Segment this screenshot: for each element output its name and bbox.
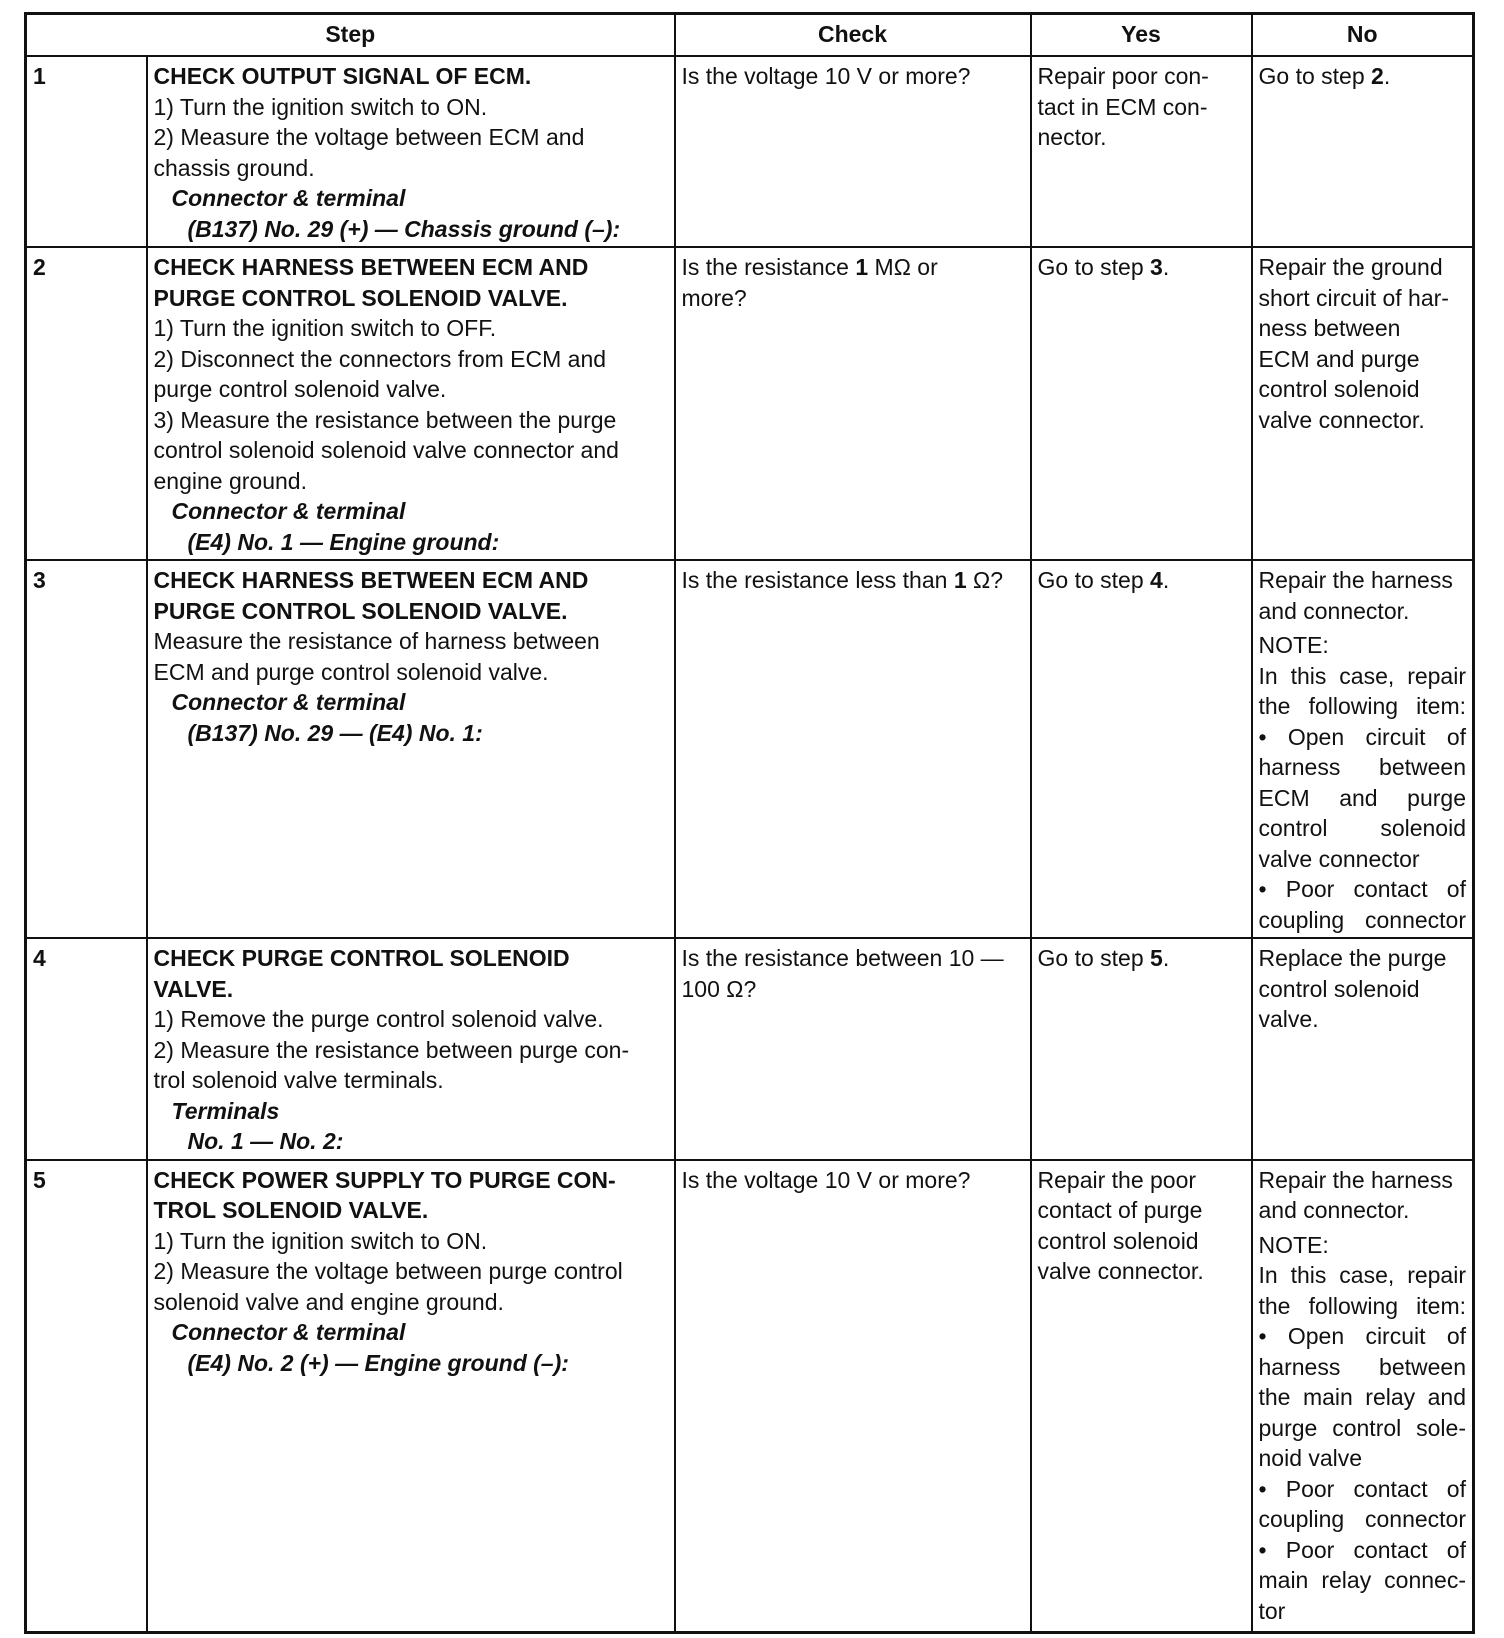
no-text: valve. xyxy=(1258,1006,1319,1032)
no-text: valve connector. xyxy=(1258,406,1425,433)
step-title: PURGE CONTROL SOLENOID VALVE. xyxy=(153,597,568,624)
no-text: control solenoid xyxy=(1258,975,1420,1002)
connector-value: (B137) No. 29 — (E4) No. 1: xyxy=(187,719,483,746)
yes-step-ref: 3 xyxy=(1150,254,1163,280)
step-number: 3 xyxy=(26,560,147,938)
connector-value: No. 1 — No. 2: xyxy=(187,1128,344,1154)
step-cell xyxy=(147,560,675,938)
no-text: noid valve xyxy=(1258,1445,1363,1471)
step-line: chassis ground. xyxy=(153,154,315,181)
check-cell xyxy=(675,560,1031,938)
connector-label: Connector & terminal xyxy=(171,185,406,211)
table-row xyxy=(26,1160,1474,1633)
no-text: In this case, repair xyxy=(1258,1262,1466,1288)
step-title: TROL SOLENOID VALVE. xyxy=(153,1197,429,1223)
connector-value: (E4) No. 1 — Engine ground: xyxy=(187,528,500,555)
yes-text xyxy=(1038,252,1245,283)
no-text-prefix: Go to step xyxy=(1258,63,1372,89)
check-text xyxy=(682,565,1024,596)
yes-text-prefix: Go to step xyxy=(1037,567,1151,593)
connector-value: (E4) No. 2 (+) — Engine ground (–): xyxy=(187,1349,569,1376)
header-row xyxy=(26,14,1474,57)
no-cell xyxy=(1252,560,1474,938)
header-step: Step xyxy=(26,14,675,57)
yes-text: valve connector. xyxy=(1037,1258,1204,1284)
step-number: 1 xyxy=(26,56,147,247)
no-text: the main relay and xyxy=(1258,1384,1466,1410)
no-text: Replace the purge xyxy=(1258,945,1447,971)
no-text: the following item: xyxy=(1258,693,1466,719)
check-text: Is the resistance between 10 — xyxy=(681,945,1004,971)
step-cell xyxy=(147,56,675,247)
no-text: coupling connector xyxy=(1258,1506,1466,1532)
diagnostic-table xyxy=(24,12,1475,1634)
no-text: • Open circuit of xyxy=(1258,723,1466,750)
step-line: ECM and purge control solenoid valve. xyxy=(153,658,549,685)
no-text: control solenoid xyxy=(1258,815,1466,841)
no-cell xyxy=(1252,56,1474,247)
check-value: 1 xyxy=(953,567,967,593)
no-text: and connector. xyxy=(1258,597,1410,624)
no-text: harness between xyxy=(1258,1353,1466,1380)
check-text-prefix: Is the resistance less than xyxy=(681,567,954,593)
check-text-suffix: Ω? xyxy=(966,567,1003,593)
no-text: • Poor contact of xyxy=(1258,876,1466,902)
step-line: 1) Turn the ignition switch to ON. xyxy=(153,1227,488,1254)
connector-label: Connector & terminal xyxy=(171,689,406,715)
yes-cell xyxy=(1031,1160,1252,1633)
step-title: CHECK PURGE CONTROL SOLENOID xyxy=(153,945,570,971)
step-cell xyxy=(147,1160,675,1633)
no-text: In this case, repair xyxy=(1258,662,1466,689)
step-line: solenoid valve and engine ground. xyxy=(153,1288,504,1315)
step-number: 5 xyxy=(26,1160,147,1633)
no-cell xyxy=(1252,1160,1474,1633)
step-line: 2) Measure the voltage between purge control xyxy=(153,1258,623,1284)
step-cell xyxy=(147,247,675,560)
yes-text-suffix: . xyxy=(1162,254,1170,280)
step-title: CHECK OUTPUT SIGNAL OF ECM. xyxy=(153,63,532,89)
yes-text: nector. xyxy=(1037,124,1107,150)
table-row xyxy=(26,560,1474,938)
step-line: 1) Turn the ignition switch to ON. xyxy=(153,93,488,120)
no-text: the following item: xyxy=(1258,1292,1466,1319)
no-text: harness between xyxy=(1258,754,1466,780)
step-line: 1) Turn the ignition switch to OFF. xyxy=(153,315,497,341)
no-text: Repair the harness xyxy=(1258,1166,1453,1193)
no-text: tor xyxy=(1258,1597,1286,1624)
yes-cell xyxy=(1031,938,1252,1160)
yes-cell xyxy=(1031,56,1252,247)
connector-label: Connector & terminal xyxy=(171,498,406,524)
table-row xyxy=(26,56,1474,247)
no-text: coupling connector xyxy=(1258,906,1466,933)
step-number: 4 xyxy=(26,938,147,1160)
check-value: 1 xyxy=(855,254,869,280)
note-label: NOTE: xyxy=(1258,632,1329,658)
yes-text-prefix: Go to step xyxy=(1037,254,1151,280)
no-step-ref: 2 xyxy=(1371,63,1384,89)
step-title: PURGE CONTROL SOLENOID VALVE. xyxy=(153,284,568,311)
yes-text-prefix: Go to step xyxy=(1037,945,1151,971)
connector-label: Connector & terminal xyxy=(171,1319,406,1345)
table-row xyxy=(26,938,1474,1160)
check-cell xyxy=(675,938,1031,1160)
no-text-suffix: . xyxy=(1383,63,1391,89)
no-text: ECM and purge xyxy=(1258,345,1420,372)
yes-cell xyxy=(1031,247,1252,560)
step-line: 3) Measure the resistance between the purge xyxy=(153,406,617,433)
no-text xyxy=(1259,61,1467,92)
yes-text: Repair poor con- xyxy=(1037,63,1209,89)
no-text: ECM and purge xyxy=(1258,784,1466,811)
yes-step-ref: 4 xyxy=(1150,567,1163,593)
table-row xyxy=(26,247,1474,560)
yes-step-ref: 5 xyxy=(1150,945,1163,971)
step-line: control solenoid solenoid valve connector and xyxy=(153,437,619,463)
connector-value: (B137) No. 29 (+) — Chassis ground (–): xyxy=(187,215,621,242)
step-line: purge control solenoid valve. xyxy=(153,376,447,402)
step-title: CHECK HARNESS BETWEEN ECM AND xyxy=(153,254,589,280)
check-cell xyxy=(675,247,1031,560)
step-title: CHECK POWER SUPPLY TO PURGE CON- xyxy=(153,1166,616,1193)
no-text: and connector. xyxy=(1258,1197,1410,1223)
step-title: VALVE. xyxy=(153,975,234,1002)
yes-text-suffix: . xyxy=(1162,567,1170,593)
check-text: more? xyxy=(681,284,747,311)
step-line: 2) Measure the resistance between purge con- xyxy=(153,1036,630,1063)
header-no: No xyxy=(1252,14,1474,57)
no-cell xyxy=(1252,938,1474,1160)
check-text: 100 Ω? xyxy=(681,975,757,1002)
check-cell xyxy=(675,56,1031,247)
step-line: trol solenoid valve terminals. xyxy=(153,1067,444,1093)
yes-text: control solenoid xyxy=(1037,1227,1199,1254)
step-title: CHECK HARNESS BETWEEN ECM AND xyxy=(153,567,589,593)
no-text: short circuit of har- xyxy=(1258,284,1449,311)
step-line: 1) Remove the purge control solenoid valve. xyxy=(153,1006,604,1032)
no-text: • Poor contact of xyxy=(1258,1475,1466,1502)
no-text: main relay connec- xyxy=(1258,1567,1466,1593)
step-line: Measure the resistance of harness between xyxy=(153,628,600,654)
yes-text xyxy=(1038,565,1245,596)
yes-text: Repair the poor xyxy=(1037,1166,1197,1193)
check-text: Is the voltage 10 V or more? xyxy=(681,1166,971,1193)
header-yes: Yes xyxy=(1031,14,1252,57)
step-line: 2) Measure the voltage between ECM and xyxy=(153,124,585,150)
no-cell xyxy=(1252,247,1474,560)
no-text: Repair the ground xyxy=(1258,254,1443,280)
check-text-prefix: Is the resistance xyxy=(681,254,856,280)
check-text-suffix: MΩ or xyxy=(868,254,938,280)
step-cell xyxy=(147,938,675,1160)
yes-text-suffix: . xyxy=(1162,945,1170,971)
no-text: Repair the harness xyxy=(1258,567,1453,593)
header-check: Check xyxy=(675,14,1031,57)
step-number: 2 xyxy=(26,247,147,560)
yes-text xyxy=(1038,943,1245,974)
note-label: NOTE: xyxy=(1258,1231,1329,1258)
check-text xyxy=(682,252,1024,283)
no-text: • Poor contact of xyxy=(1258,1536,1466,1563)
no-text: purge control sole- xyxy=(1258,1414,1466,1441)
no-text: ness between xyxy=(1258,315,1401,341)
no-text: valve connector xyxy=(1258,845,1420,872)
check-cell xyxy=(675,1160,1031,1633)
no-text: • Open circuit of xyxy=(1258,1323,1466,1349)
yes-text: contact of purge xyxy=(1037,1197,1203,1223)
step-line: engine ground. xyxy=(153,467,307,494)
yes-text: tact in ECM con- xyxy=(1037,93,1208,120)
step-line: 2) Disconnect the connectors from ECM and xyxy=(153,345,607,372)
check-text: Is the voltage 10 V or more? xyxy=(681,63,971,89)
yes-cell xyxy=(1031,560,1252,938)
connector-label: Terminals xyxy=(171,1097,280,1124)
no-text: control solenoid xyxy=(1258,376,1420,402)
